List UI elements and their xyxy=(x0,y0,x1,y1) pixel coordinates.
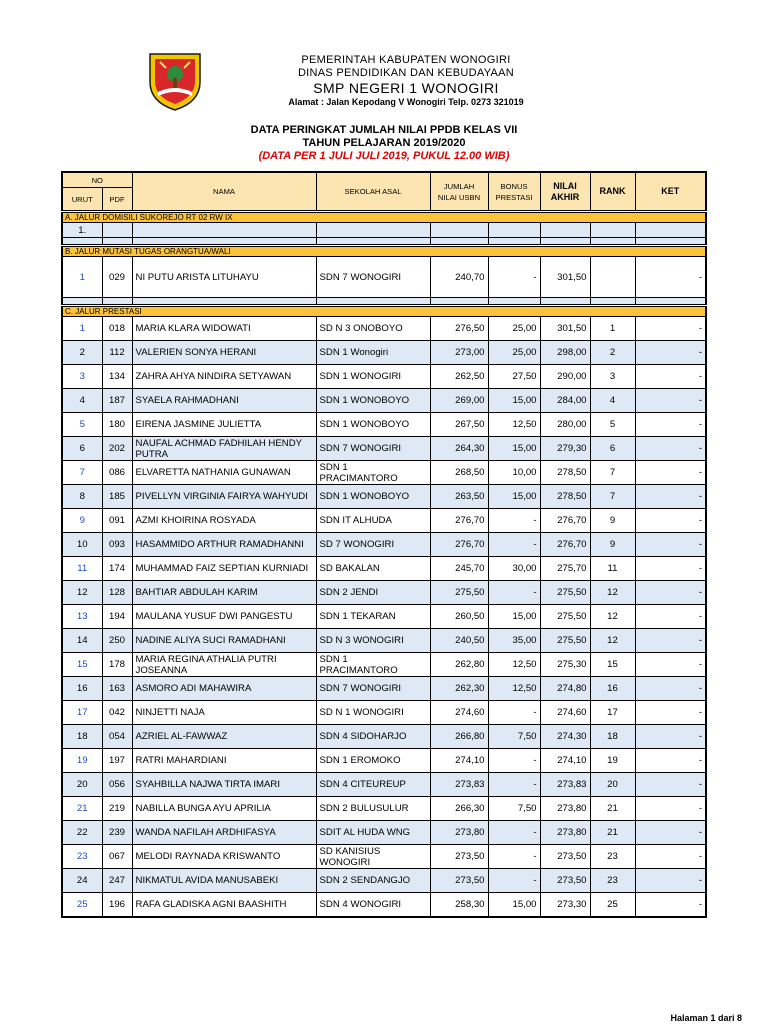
cell-nama: ELVARETTA NATHANIA GUNAWAN xyxy=(132,461,316,485)
cell-rank: 5 xyxy=(590,413,635,437)
cell-rank: 23 xyxy=(590,869,635,893)
cell-ket: - xyxy=(635,653,706,677)
cell-jumlah: 273,00 xyxy=(430,341,488,365)
table-row xyxy=(62,653,706,677)
cell-bonus: 25,00 xyxy=(488,341,540,365)
cell-akhir: 301,50 xyxy=(540,257,590,298)
cell-ket: - xyxy=(635,821,706,845)
cell-nama: AZRIEL AL-FAWWAZ xyxy=(132,725,316,749)
cell-ket: - xyxy=(635,797,706,821)
table-row xyxy=(62,701,706,725)
cell-bonus: - xyxy=(488,257,540,298)
cell-jumlah: 264,30 xyxy=(430,437,488,461)
cell-bonus: - xyxy=(488,845,540,869)
table-row xyxy=(62,773,706,797)
cell-akhir: 278,50 xyxy=(540,461,590,485)
cell-sekolah: SDN 1 TEKARAN xyxy=(316,605,430,629)
col-rank: RANK xyxy=(590,172,635,212)
cell-jumlah: 262,30 xyxy=(430,677,488,701)
cell-urut: 12 xyxy=(62,581,102,605)
cell-pdf: 187 xyxy=(102,389,132,413)
cell-nama: PIVELLYN VIRGINIA FAIRYA WAHYUDI xyxy=(132,485,316,509)
cell-urut: 23 xyxy=(62,845,102,869)
cell-nama: RAFA GLADISKA AGNI BAASHITH xyxy=(132,893,316,918)
cell-akhir: 276,70 xyxy=(540,533,590,557)
cell-jumlah: 267,50 xyxy=(430,413,488,437)
cell-bonus: - xyxy=(488,533,540,557)
cell-akhir: 274,60 xyxy=(540,701,590,725)
cell-akhir: 301,50 xyxy=(540,317,590,341)
cell-akhir: 298,00 xyxy=(540,341,590,365)
cell-rank: 21 xyxy=(590,797,635,821)
cell-sekolah: SDIT AL HUDA WNG xyxy=(316,821,430,845)
cell-nama: ASMORO ADI MAHAWIRA xyxy=(132,677,316,701)
cell-nama: VALERIEN SONYA HERANI xyxy=(132,341,316,365)
cell-sekolah: SDN 1 PRACIMANTORO xyxy=(316,653,430,677)
table-row xyxy=(62,413,706,437)
cell-akhir: 273,80 xyxy=(540,797,590,821)
cell-bonus: 27,50 xyxy=(488,365,540,389)
cell-jumlah: 266,80 xyxy=(430,725,488,749)
cell-urut: 11 xyxy=(62,557,102,581)
cell-sekolah: SD N 3 WONOGIRI xyxy=(316,629,430,653)
cell-nama: NINJETTI NAJA xyxy=(132,701,316,725)
school-name: SMP NEGERI 1 WONOGIRI xyxy=(313,80,499,96)
cell-sekolah: SD N 1 WONOGIRI xyxy=(316,701,430,725)
cell-ket: - xyxy=(635,869,706,893)
cell-ket: - xyxy=(635,725,706,749)
cell-bonus: - xyxy=(488,773,540,797)
cell-bonus: - xyxy=(488,581,540,605)
header-line1: PEMERINTAH KABUPATEN WONOGIRI xyxy=(301,54,511,66)
cell-rank: 11 xyxy=(590,557,635,581)
cell-bonus: 12,50 xyxy=(488,413,540,437)
cell-urut: 16 xyxy=(62,677,102,701)
cell-sekolah: SDN 7 WONOGIRI xyxy=(316,257,430,298)
cell-bonus: - xyxy=(488,869,540,893)
table-row xyxy=(62,725,706,749)
cell-jumlah: 263,50 xyxy=(430,485,488,509)
cell-urut: 18 xyxy=(62,725,102,749)
cell-urut: 17 xyxy=(62,701,102,725)
ranking-table xyxy=(61,171,707,918)
cell-bonus: 10,00 xyxy=(488,461,540,485)
cell-sekolah: SDN 1 WONOGIRI xyxy=(316,365,430,389)
cell-jumlah: 262,50 xyxy=(430,365,488,389)
cell-pdf: 112 xyxy=(102,341,132,365)
cell-akhir: 275,50 xyxy=(540,605,590,629)
cell-rank: 16 xyxy=(590,677,635,701)
cell-urut: 10 xyxy=(62,533,102,557)
cell-pdf: 163 xyxy=(102,677,132,701)
cell-ket: - xyxy=(635,773,706,797)
cell-nama: RATRI MAHARDIANI xyxy=(132,749,316,773)
cell-sekolah: SDN 4 CITEUREUP xyxy=(316,773,430,797)
cell-sekolah: SDN IT ALHUDA xyxy=(316,509,430,533)
cell-akhir: 274,80 xyxy=(540,677,590,701)
cell-ket: - xyxy=(635,461,706,485)
cell-rank: 9 xyxy=(590,509,635,533)
table-row xyxy=(62,797,706,821)
cell-rank: 23 xyxy=(590,845,635,869)
cell-sekolah: SDN 2 SENDANGJO xyxy=(316,869,430,893)
cell-bonus: - xyxy=(488,509,540,533)
cell-rank: 25 xyxy=(590,893,635,918)
cell-rank: 17 xyxy=(590,701,635,725)
cell-urut: 8 xyxy=(62,485,102,509)
cell-pdf: 128 xyxy=(102,581,132,605)
cell-akhir: 273,50 xyxy=(540,845,590,869)
cell-sekolah: SDN 4 WONOGIRI xyxy=(316,893,430,918)
header-line2: DINAS PENDIDIKAN DAN KEBUDAYAAN xyxy=(297,67,515,79)
cell-jumlah: 276,70 xyxy=(430,533,488,557)
cell-bonus: 12,50 xyxy=(488,677,540,701)
col-jumlah: JUMLAH NILAI USBN xyxy=(430,172,488,212)
cell-rank: 21 xyxy=(590,821,635,845)
table-row xyxy=(62,557,706,581)
cell-bonus: 15,00 xyxy=(488,485,540,509)
cell-nama: EIRENA JASMINE JULIETTA xyxy=(132,413,316,437)
cell-nama: WANDA NAFILAH ARDHIFASYA xyxy=(132,821,316,845)
cell-sekolah: SD N 3 ONOBOYO xyxy=(316,317,430,341)
cell-akhir: 290,00 xyxy=(540,365,590,389)
cell-nama: NABILLA BUNGA AYU APRILIA xyxy=(132,797,316,821)
cell-pdf: 239 xyxy=(102,821,132,845)
cell-ket: - xyxy=(635,437,706,461)
cell-akhir: 275,50 xyxy=(540,629,590,653)
section-a-urut: 1. xyxy=(62,223,102,238)
cell-pdf: 219 xyxy=(102,797,132,821)
col-akhir: NILAI AKHIR xyxy=(540,172,590,212)
cell-ket: - xyxy=(635,341,706,365)
cell-pdf: 180 xyxy=(102,413,132,437)
cell-nama: MAULANA YUSUF DWI PANGESTU xyxy=(132,605,316,629)
cell-akhir: 279,30 xyxy=(540,437,590,461)
cell-pdf: 174 xyxy=(102,557,132,581)
cell-rank: 12 xyxy=(590,629,635,653)
table-row xyxy=(62,485,706,509)
cell-bonus: 15,00 xyxy=(488,389,540,413)
col-sekolah: SEKOLAH ASAL xyxy=(316,172,430,212)
cell-jumlah: 262,80 xyxy=(430,653,488,677)
cell-jumlah: 273,50 xyxy=(430,869,488,893)
cell-nama: MELODI RAYNADA KRISWANTO xyxy=(132,845,316,869)
cell-akhir: 280,00 xyxy=(540,413,590,437)
cell-sekolah: SD KANISIUS WONOGIRI xyxy=(316,845,430,869)
cell-rank: 18 xyxy=(590,725,635,749)
cell-urut: 9 xyxy=(62,509,102,533)
cell-jumlah: 273,83 xyxy=(430,773,488,797)
cell-rank: 19 xyxy=(590,749,635,773)
cell-pdf: 196 xyxy=(102,893,132,918)
cell-ket: - xyxy=(635,677,706,701)
cell-urut: 5 xyxy=(62,413,102,437)
cell-bonus: 15,00 xyxy=(488,437,540,461)
cell-ket: - xyxy=(635,317,706,341)
cell-pdf: 054 xyxy=(102,725,132,749)
cell-ket: - xyxy=(635,485,706,509)
cell-ket: - xyxy=(635,629,706,653)
cell-jumlah: 276,70 xyxy=(430,509,488,533)
cell-akhir: 284,00 xyxy=(540,389,590,413)
cell-urut: 24 xyxy=(62,869,102,893)
cell-urut: 13 xyxy=(62,605,102,629)
cell-akhir: 273,50 xyxy=(540,869,590,893)
table-row xyxy=(62,509,706,533)
cell-ket: - xyxy=(635,389,706,413)
cell-nama: BAHTIAR ABDULAH KARIM xyxy=(132,581,316,605)
cell-pdf: 134 xyxy=(102,365,132,389)
cell-rank: 3 xyxy=(590,365,635,389)
cell-sekolah: SDN 1 WONOBOYO xyxy=(316,389,430,413)
cell-akhir: 273,83 xyxy=(540,773,590,797)
cell-urut: 6 xyxy=(62,437,102,461)
cell-nama: SYAELA RAHMADHANI xyxy=(132,389,316,413)
cell-ket: - xyxy=(635,845,706,869)
cell-rank: 9 xyxy=(590,533,635,557)
cell-bonus: 12,50 xyxy=(488,653,540,677)
table-row xyxy=(62,629,706,653)
cell-nama: NADINE ALIYA SUCI RAMADHANI xyxy=(132,629,316,653)
cell-sekolah: SDN 1 WONOBOYO xyxy=(316,485,430,509)
cell-nama: NAUFAL ACHMAD FADHILAH HENDY PUTRA xyxy=(132,437,316,461)
table-row xyxy=(62,893,706,918)
cell-nama: NIKMATUL AVIDA MANUSABEKI xyxy=(132,869,316,893)
cell-ket: - xyxy=(635,581,706,605)
cell-bonus: 30,00 xyxy=(488,557,540,581)
cell-jumlah: 240,50 xyxy=(430,629,488,653)
cell-ket: - xyxy=(635,605,706,629)
cell-ket: - xyxy=(635,701,706,725)
cell-bonus: 15,00 xyxy=(488,605,540,629)
doc-title: DATA PERINGKAT JUMLAH NILAI PPDB KELAS VII xyxy=(250,124,518,136)
cell-rank: 12 xyxy=(590,605,635,629)
cell-pdf: 042 xyxy=(102,701,132,725)
table-row xyxy=(62,533,706,557)
cell-urut: 20 xyxy=(62,773,102,797)
cell-sekolah: SD 7 WONOGIRI xyxy=(316,533,430,557)
cell-nama: HASAMMIDO ARTHUR RAMADHANNI xyxy=(132,533,316,557)
cell-pdf: 018 xyxy=(102,317,132,341)
table-row xyxy=(62,317,706,341)
cell-rank: 6 xyxy=(590,437,635,461)
cell-rank: 1 xyxy=(590,317,635,341)
cell-jumlah: 274,10 xyxy=(430,749,488,773)
cell-ket: - xyxy=(635,365,706,389)
cell-sekolah: SD BAKALAN xyxy=(316,557,430,581)
cell-urut: 3 xyxy=(62,365,102,389)
table-row xyxy=(62,341,706,365)
cell-pdf: 185 xyxy=(102,485,132,509)
cell-ket: - xyxy=(635,413,706,437)
cell-pdf: 056 xyxy=(102,773,132,797)
cell-pdf: 194 xyxy=(102,605,132,629)
table-row xyxy=(62,821,706,845)
cell-urut: 7 xyxy=(62,461,102,485)
cell-pdf: 086 xyxy=(102,461,132,485)
table-row xyxy=(62,389,706,413)
col-urut: URUT xyxy=(62,188,102,212)
cell-akhir: 276,70 xyxy=(540,509,590,533)
cell-jumlah: 258,30 xyxy=(430,893,488,918)
cell-pdf: 067 xyxy=(102,845,132,869)
cell-urut: 1 xyxy=(62,257,102,298)
cell-jumlah: 269,00 xyxy=(430,389,488,413)
cell-akhir: 275,50 xyxy=(540,581,590,605)
section-c-label: C. JALUR PRESTASI xyxy=(62,306,706,317)
cell-urut: 21 xyxy=(62,797,102,821)
cell-nama: MUHAMMAD FAIZ SEPTIAN KURNIADI xyxy=(132,557,316,581)
cell-sekolah: SDN 4 SIDOHARJO xyxy=(316,725,430,749)
cell-sekolah: SDN 2 BULUSULUR xyxy=(316,797,430,821)
cell-ket: - xyxy=(635,749,706,773)
cell-urut: 15 xyxy=(62,653,102,677)
cell-jumlah: 266,30 xyxy=(430,797,488,821)
cell-bonus: - xyxy=(488,749,540,773)
cell-pdf: 093 xyxy=(102,533,132,557)
col-no: NO xyxy=(62,172,132,188)
cell-ket: - xyxy=(635,509,706,533)
cell-pdf: 247 xyxy=(102,869,132,893)
table-row xyxy=(62,869,706,893)
cell-nama: AZMI KHOIRINA ROSYADA xyxy=(132,509,316,533)
cell-sekolah: SDN 1 EROMOKO xyxy=(316,749,430,773)
cell-jumlah: 276,50 xyxy=(430,317,488,341)
cell-bonus: 7,50 xyxy=(488,797,540,821)
cell-sekolah: SDN 1 PRACIMANTORO xyxy=(316,461,430,485)
table-row xyxy=(62,437,706,461)
cell-sekolah: SDN 1 Wonogiri xyxy=(316,341,430,365)
cell-jumlah: 240,70 xyxy=(430,257,488,298)
page-number: Halaman 1 dari 8 xyxy=(670,1013,742,1023)
cell-nama: MARIA KLARA WIDOWATI xyxy=(132,317,316,341)
cell-urut: 25 xyxy=(62,893,102,918)
cell-pdf: 202 xyxy=(102,437,132,461)
cell-urut: 2 xyxy=(62,341,102,365)
cell-nama: MARIA REGINA ATHALIA PUTRI JOSEANNA xyxy=(132,653,316,677)
cell-bonus: - xyxy=(488,821,540,845)
cell-ket: - xyxy=(635,557,706,581)
cell-akhir: 273,30 xyxy=(540,893,590,918)
cell-bonus: 15,00 xyxy=(488,893,540,918)
table-row xyxy=(62,845,706,869)
cell-akhir: 275,70 xyxy=(540,557,590,581)
cell-sekolah: SDN 7 WONOGIRI xyxy=(316,677,430,701)
col-ket: KET xyxy=(635,172,706,212)
cell-rank xyxy=(590,257,635,298)
cell-sekolah: SDN 2 JENDI xyxy=(316,581,430,605)
table-row xyxy=(62,749,706,773)
cell-nama: NI PUTU ARISTA LITUHAYU xyxy=(132,257,316,298)
cell-jumlah: 268,50 xyxy=(430,461,488,485)
table-row xyxy=(62,365,706,389)
cell-urut: 1 xyxy=(62,317,102,341)
cell-bonus: 25,00 xyxy=(488,317,540,341)
section-a-label: A. JALUR DOMISILI SUKOREJO RT 02 RW IX xyxy=(62,212,706,223)
cell-akhir: 273,80 xyxy=(540,821,590,845)
table-row xyxy=(62,677,706,701)
cell-urut: 19 xyxy=(62,749,102,773)
cell-ket: - xyxy=(635,533,706,557)
cell-bonus: - xyxy=(488,701,540,725)
cell-rank: 15 xyxy=(590,653,635,677)
col-pdf: PDF xyxy=(102,188,132,212)
cell-pdf: 178 xyxy=(102,653,132,677)
cell-jumlah: 245,70 xyxy=(430,557,488,581)
cell-pdf: 029 xyxy=(102,257,132,298)
section-b-label: B. JALUR MUTASI TUGAS ORANGTUA/WALI xyxy=(62,246,706,257)
cell-jumlah: 273,80 xyxy=(430,821,488,845)
cell-bonus: 7,50 xyxy=(488,725,540,749)
cell-pdf: 197 xyxy=(102,749,132,773)
cell-ket: - xyxy=(635,893,706,918)
cell-rank: 20 xyxy=(590,773,635,797)
doc-date-note: (DATA PER 1 JULI JULI 2019, PUKUL 12.00 WIB) xyxy=(258,150,510,162)
table-row xyxy=(62,605,706,629)
cell-jumlah: 260,50 xyxy=(430,605,488,629)
cell-pdf: 091 xyxy=(102,509,132,533)
cell-rank: 12 xyxy=(590,581,635,605)
cell-rank: 2 xyxy=(590,341,635,365)
cell-urut: 4 xyxy=(62,389,102,413)
table-row xyxy=(62,581,706,605)
cell-akhir: 274,10 xyxy=(540,749,590,773)
cell-bonus: 35,00 xyxy=(488,629,540,653)
doc-subtitle: TAHUN PELAJARAN 2019/2020 xyxy=(302,137,466,149)
cell-jumlah: 274,60 xyxy=(430,701,488,725)
cell-rank: 7 xyxy=(590,461,635,485)
cell-nama: ZAHRA AHYA NINDIRA SETYAWAN xyxy=(132,365,316,389)
cell-pdf: 250 xyxy=(102,629,132,653)
cell-urut: 22 xyxy=(62,821,102,845)
cell-rank: 4 xyxy=(590,389,635,413)
school-address: Alamat : Jalan Kepodang V Wonogiri Telp. 0273 321019 xyxy=(288,97,524,107)
col-bonus: BONUS PRESTASI xyxy=(488,172,540,212)
cell-jumlah: 275,50 xyxy=(430,581,488,605)
cell-akhir: 274,30 xyxy=(540,725,590,749)
cell-rank: 7 xyxy=(590,485,635,509)
cell-sekolah: SDN 7 WONOGIRI xyxy=(316,437,430,461)
table-row xyxy=(62,461,706,485)
cell-sekolah: SDN 1 WONOBOYO xyxy=(316,413,430,437)
cell-nama: SYAHBILLA NAJWA TIRTA IMARI xyxy=(132,773,316,797)
cell-akhir: 275,30 xyxy=(540,653,590,677)
col-nama: NAMA xyxy=(132,172,316,212)
cell-akhir: 278,50 xyxy=(540,485,590,509)
cell-urut: 14 xyxy=(62,629,102,653)
cell-jumlah: 273,50 xyxy=(430,845,488,869)
cell-ket: - xyxy=(635,257,706,298)
